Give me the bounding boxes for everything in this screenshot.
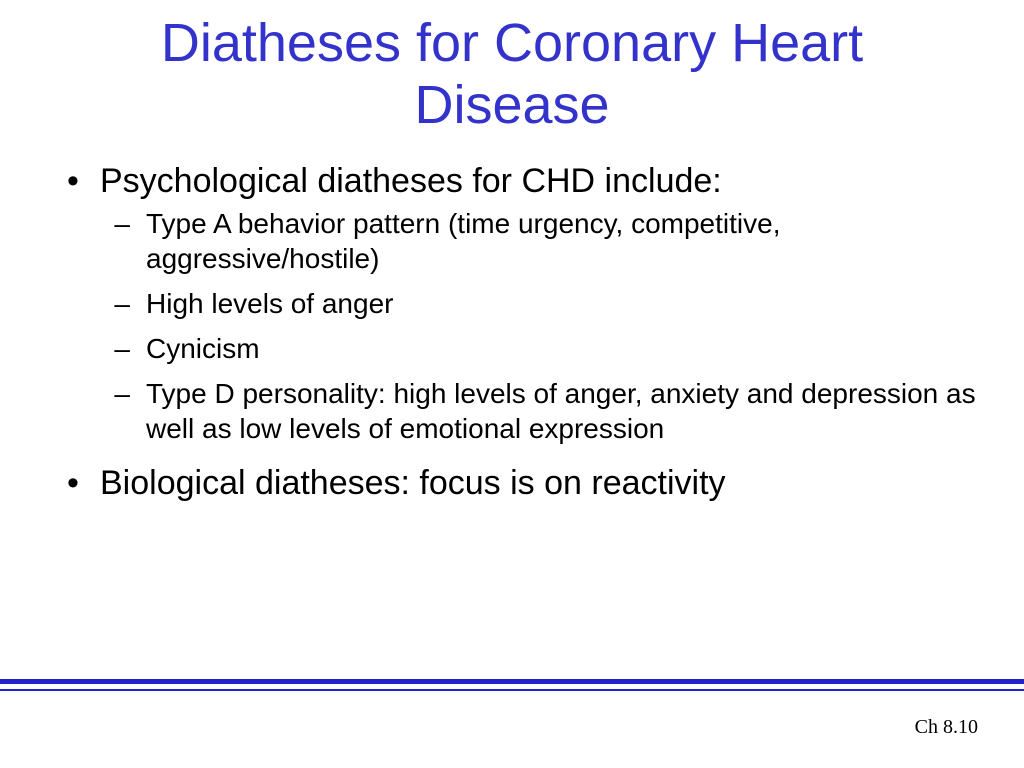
sub-item-marker: – <box>114 378 130 409</box>
sub-item-text: High levels of anger <box>146 288 394 319</box>
sub-item-type-d <box>100 376 978 446</box>
sub-item-text: Type A behavior pattern (time urgency, competitive, aggressive/hostile) <box>146 208 781 274</box>
bullet-text: Psychological diatheses for CHD include: <box>100 162 722 200</box>
slide-content <box>58 160 978 504</box>
sub-item-text: Type D personality: high levels of anger, anxiety and depression as well as low levels of emotional expression <box>146 378 976 444</box>
slide-number-label: Ch 8.10 <box>914 716 978 738</box>
sub-item-anger <box>100 286 978 321</box>
sub-item-marker: – <box>114 288 130 319</box>
bullet-marker: • <box>67 162 79 200</box>
sub-item-marker: – <box>114 208 130 239</box>
slide-title <box>40 12 984 136</box>
sub-item-cynicism <box>100 331 978 366</box>
bullet-marker: • <box>67 464 79 502</box>
bullet-text: Biological diatheses: focus is on reactivity <box>100 464 726 502</box>
bullet-psychological <box>58 160 978 202</box>
bullet-biological <box>58 462 978 504</box>
sub-list-psychological <box>100 206 978 446</box>
footer-divider-thick <box>0 679 1024 684</box>
slide-title-line-2: Disease <box>414 75 610 135</box>
sub-item-text: Cynicism <box>146 333 260 364</box>
sub-item-type-a <box>100 206 978 276</box>
sub-item-marker: – <box>114 333 130 364</box>
slide-title-line-1: Diatheses for Coronary Heart <box>160 13 864 73</box>
footer-divider-thin <box>0 689 1024 691</box>
